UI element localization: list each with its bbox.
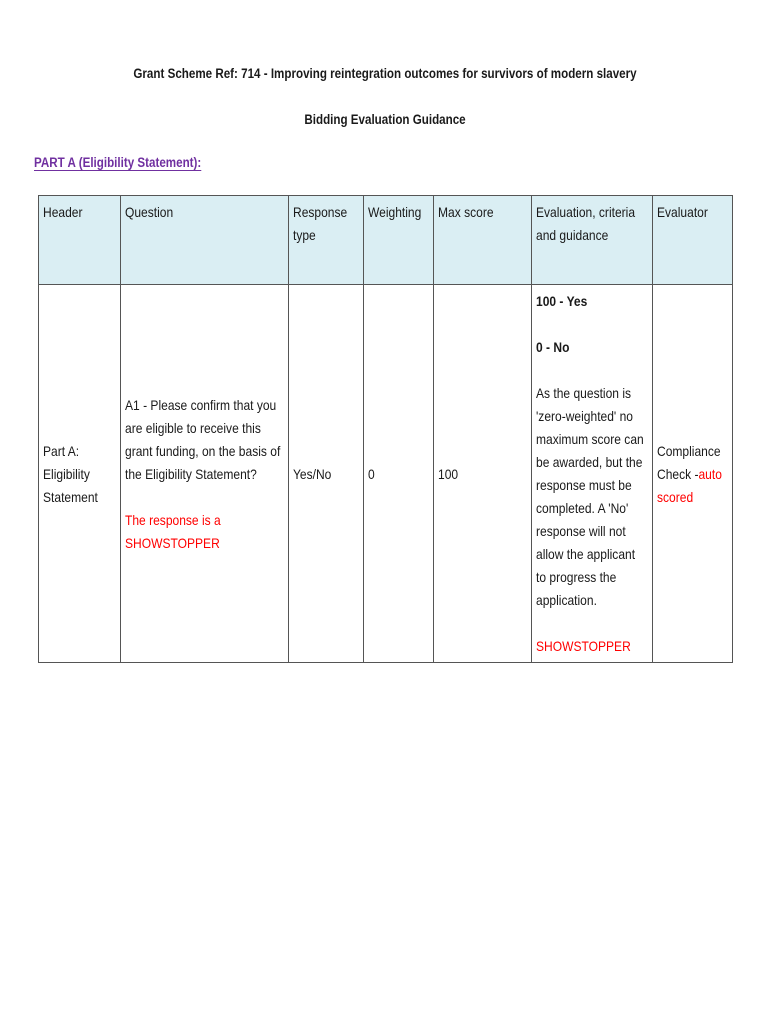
evaluator-auto-scored-text: auto scored <box>657 465 722 505</box>
cell-max-score <box>434 285 532 663</box>
evaluator-compliance-text: Compliance Check - <box>657 442 721 482</box>
document-title: Grant Scheme Ref: 714 - Improving reintegration outcomes for survivors of modern slavery <box>133 66 637 81</box>
question-showstopper-note: The response is a SHOWSTOPPER <box>125 511 221 551</box>
row-header-text: Part A: Eligibility Statement <box>43 442 98 505</box>
table-header-row <box>39 196 733 285</box>
eval-yes-score: 100 - Yes <box>536 293 588 309</box>
table-row <box>39 285 733 663</box>
cell-header <box>39 285 121 663</box>
weighting-value: 0 <box>368 465 375 482</box>
cell-evaluator <box>653 285 733 663</box>
col-header-header: Header <box>39 196 121 285</box>
col-header-response-type: Response type <box>289 196 364 285</box>
cell-evaluation <box>532 285 653 663</box>
response-type-text: Yes/No <box>293 465 332 482</box>
col-header-max-score: Max score <box>434 196 532 285</box>
part-a-label: PART A (Eligibility Statement): <box>34 155 202 170</box>
col-header-weighting: Weighting <box>364 196 434 285</box>
max-score-value: 100 <box>438 465 459 482</box>
col-header-evaluation: Evaluation, criteria and guidance <box>532 196 653 285</box>
question-text: A1 - Please confirm that you are eligible to receive this grant funding, on the basis of the Eligibility Statement? <box>125 396 281 482</box>
document-subtitle: Bidding Evaluation Guidance <box>304 112 466 127</box>
cell-weighting <box>364 285 434 663</box>
evaluator-text <box>657 440 728 509</box>
col-header-evaluator: Evaluator <box>653 196 733 285</box>
cell-response-type <box>289 285 364 663</box>
eval-guidance-text: As the question is 'zero-weighted' no maximum score can be awarded, but the response must be completed. A 'No' response will not allow the applicant to progress the application. <box>536 385 644 608</box>
evaluation-table <box>38 195 733 663</box>
cell-question <box>121 285 289 663</box>
eval-no-score: 0 - No <box>536 339 570 355</box>
col-header-question: Question <box>121 196 289 285</box>
eval-showstopper-text: SHOWSTOPPER <box>536 638 631 654</box>
